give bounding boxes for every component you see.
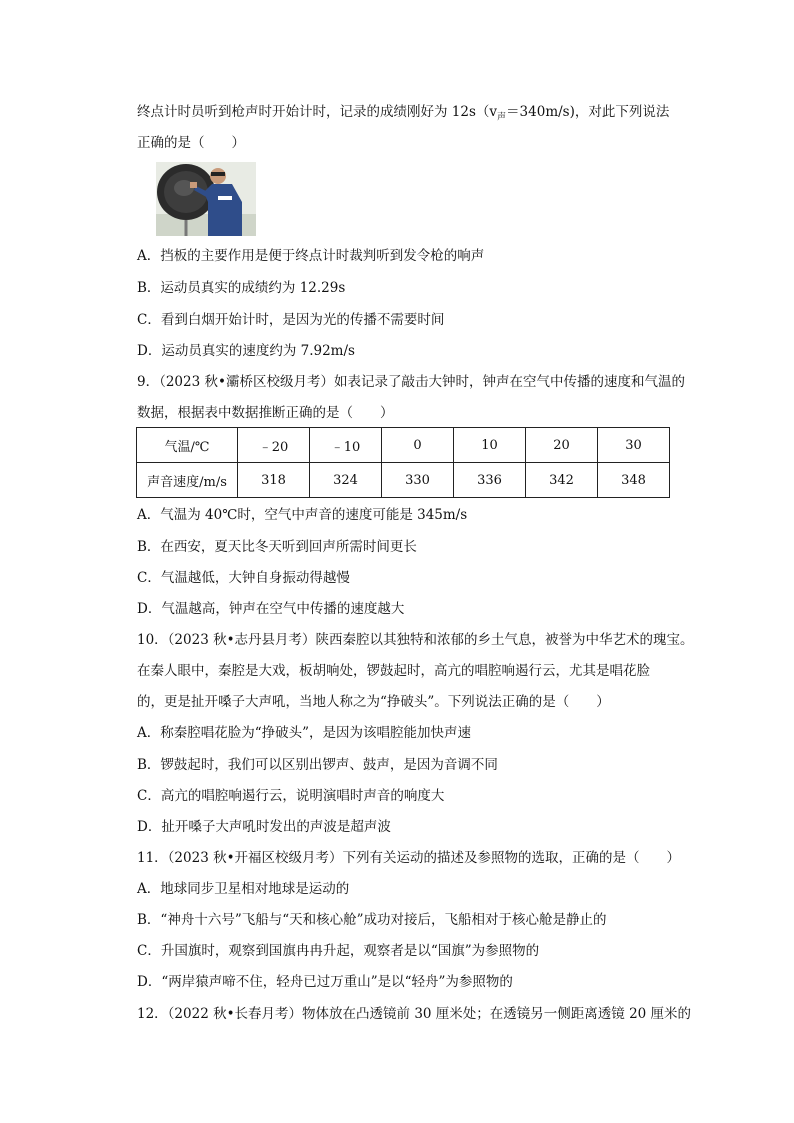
q9-option-b[interactable]: B．在西安，夏天比冬天听到回声所需时间更长: [137, 539, 417, 555]
q8-option-d[interactable]: D．运动员真实的速度约为 7.92m/s: [137, 343, 355, 359]
q9-option-a[interactable]: A．气温为 40℃时，空气中声音的速度可能是 345m/s: [137, 507, 468, 523]
q10-option-a[interactable]: A．称秦腔唱花脸为“挣破头”，是因为该唱腔能加快声速: [137, 725, 472, 741]
q11-stem-line1: 11．（2023 秋•开福区校级月考）下列有关运动的描述及参照物的选取，正确的是（ ）: [137, 850, 681, 866]
q8-option-a[interactable]: A．挡板的主要作用是便于终点计时裁判听到发令枪的响声: [137, 248, 485, 264]
table-cell: ﹣20: [238, 428, 310, 463]
q10-stem-line3: 的，更是扯开嗓子大声吼，当地人称之为“挣破头”。下列说法正确的是（ ）: [137, 694, 610, 710]
table-cell: 声音速度/m/s: [137, 463, 238, 498]
q12-stem-line1: 12．（2022 秋•长春月考）物体放在凸透镜前 30 厘米处；在透镜另一侧距离透镜 20 厘米的: [137, 1006, 692, 1022]
table-cell: 318: [238, 463, 310, 498]
temperature-sound-speed-table: [136, 427, 670, 498]
q10-stem-line2: 在秦人眼中，秦腔是大戏，板胡响处，锣鼓起时，高亢的唱腔响遏行云，尤其是唱花脸: [137, 663, 650, 679]
q8-stem-line2: 正确的是（ ）: [137, 135, 245, 151]
sound-speed-subscript: 声: [497, 112, 507, 123]
q9-option-d[interactable]: D．气温越高，钟声在空气中传播的速度越大: [137, 601, 405, 617]
table-cell: 20: [526, 428, 598, 463]
table-cell: 气温/℃: [137, 428, 238, 463]
q8-stem-line1: 终点计时员听到枪声时开始计时，记录的成绩刚好为 $12s(v_声=340m/s)$，对此下列说法: [137, 104, 670, 123]
table-cell: 324: [310, 463, 382, 498]
table-row: [137, 428, 670, 463]
q8-option-c[interactable]: C．看到白烟开始计时，是因为光的传播不需要时间: [137, 312, 445, 328]
table-row: [137, 463, 670, 498]
table-cell: 10: [454, 428, 526, 463]
table-cell: 0: [382, 428, 454, 463]
q11-option-d[interactable]: D．“两岸猿声啼不住，轻舟已过万重山”是以“轻舟”为参照物的: [137, 974, 513, 990]
q10-option-d[interactable]: D．扯开嗓子大声吼时发出的声波是超声波: [137, 819, 391, 835]
gong-timer-photo: [156, 162, 256, 236]
table-cell: 348: [598, 463, 670, 498]
q10-option-b[interactable]: B．锣鼓起时，我们可以区别出锣声、鼓声，是因为音调不同: [137, 757, 498, 773]
table-cell: 330: [382, 463, 454, 498]
q11-option-c[interactable]: C．升国旗时，观察到国旗冉冉升起，观察者是以“国旗”为参照物的: [137, 943, 540, 959]
table-cell: 342: [526, 463, 598, 498]
q8-option-b[interactable]: B．运动员真实的成绩约为 12.29s: [137, 280, 346, 296]
q9-option-c[interactable]: C．气温越低，大钟自身振动得越慢: [137, 570, 350, 586]
q9-stem-line1: 9．（2023 秋•灞桥区校级月考）如表记录了敲击大钟时，钟声在空气中传播的速度和气温的: [137, 374, 685, 390]
table-cell: 336: [454, 463, 526, 498]
table-cell: 30: [598, 428, 670, 463]
q10-option-c[interactable]: C．高亢的唱腔响遏行云，说明演唱时声音的响度大: [137, 788, 445, 804]
table-cell: ﹣10: [310, 428, 382, 463]
q11-option-b[interactable]: B．“神舟十六号”飞船与“天和核心舱”成功对接后，飞船相对于核心舱是静止的: [137, 912, 607, 928]
q10-stem-line1: 10．（2023 秋•志丹县月考）陕西秦腔以其独特和浓郁的乡土气息，被誉为中华艺术的瑰宝。: [137, 632, 694, 648]
q9-stem-line2: 数据，根据表中数据推断正确的是（ ）: [137, 405, 394, 421]
q11-option-a[interactable]: A．地球同步卫星相对地球是运动的: [137, 881, 350, 897]
gong-photo-illustration: [156, 162, 256, 236]
